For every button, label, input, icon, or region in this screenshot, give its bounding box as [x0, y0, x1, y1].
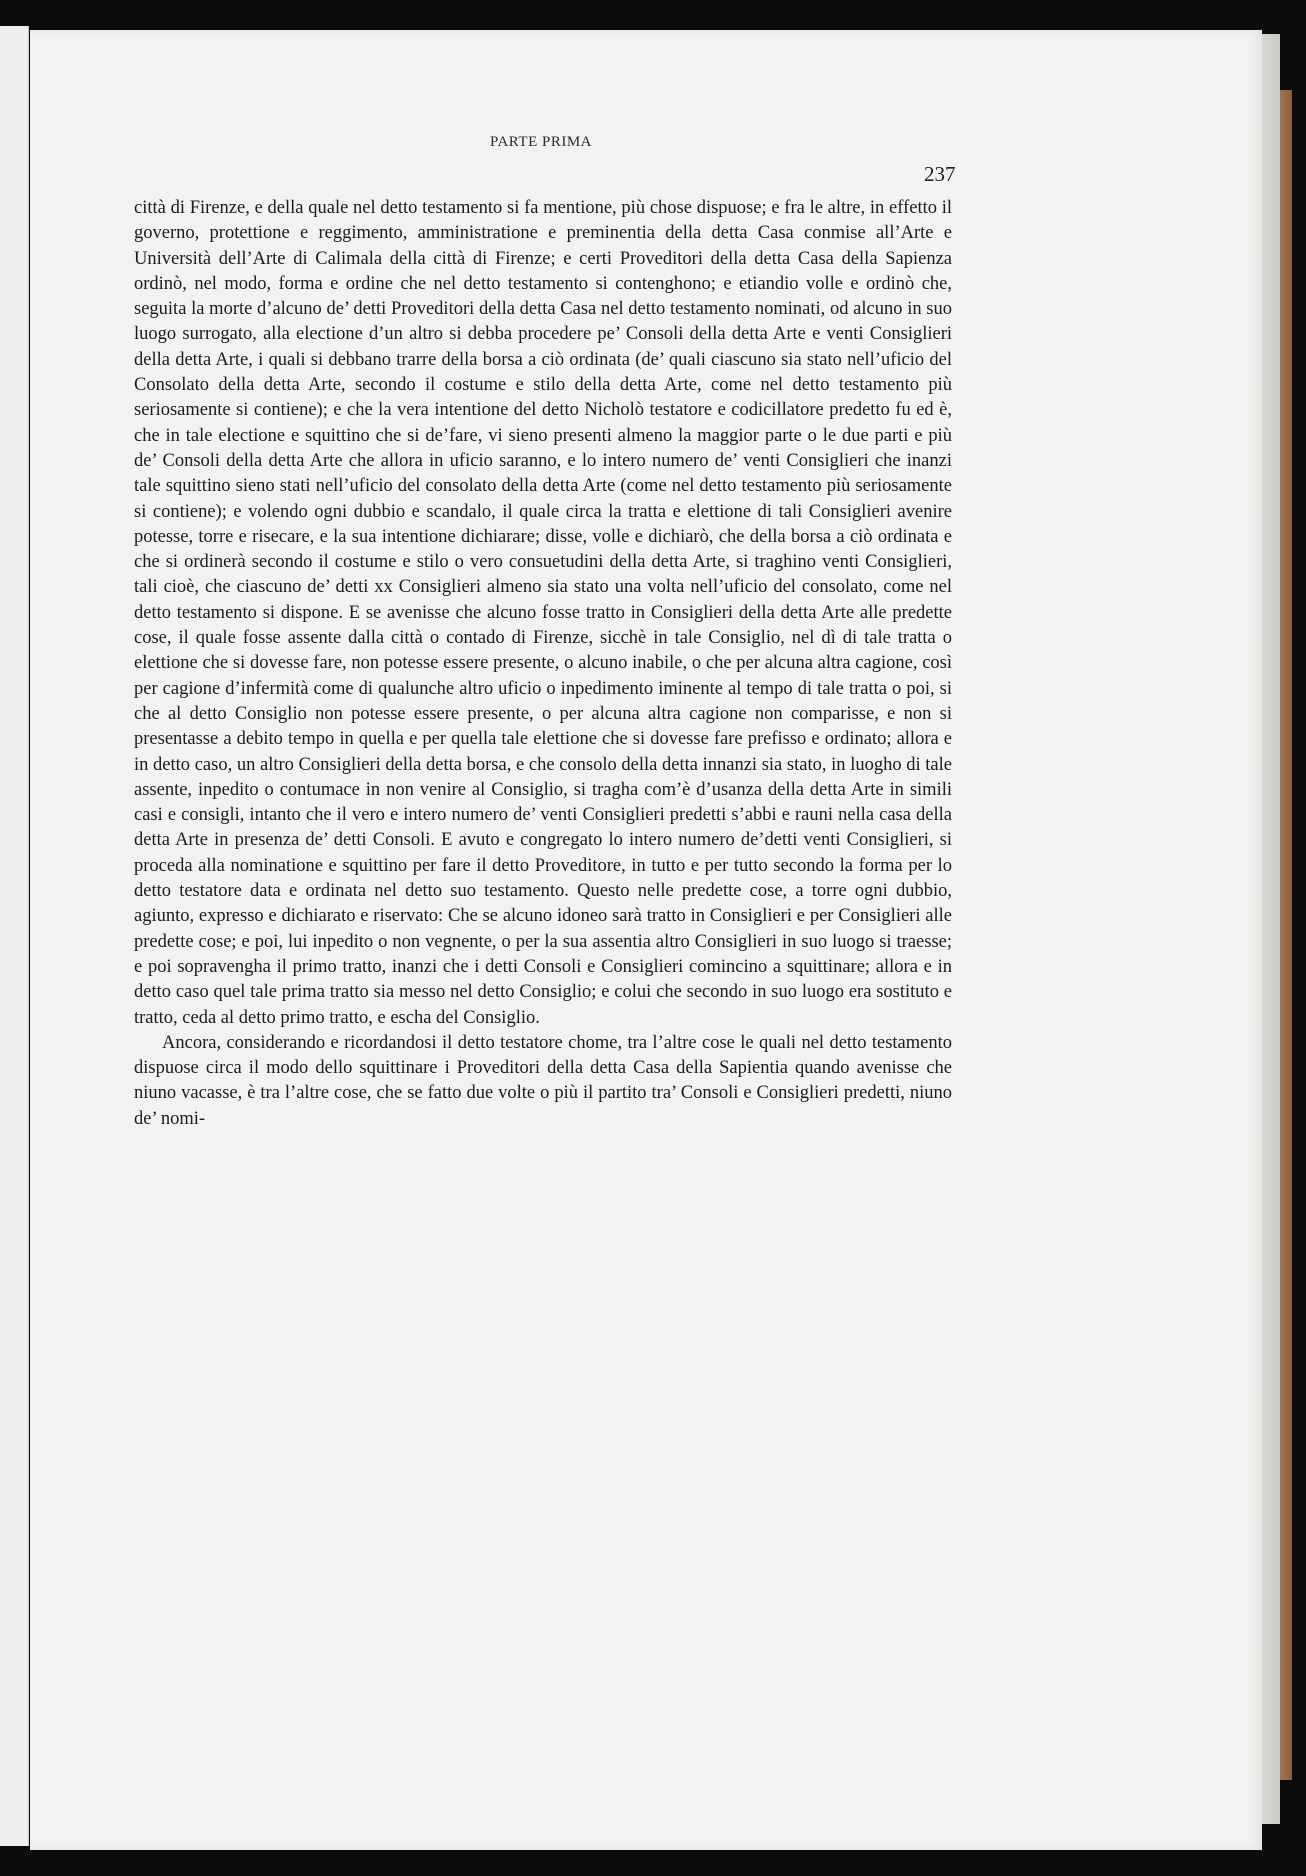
running-head: PARTE PRIMA [490, 134, 592, 150]
body-text [134, 196, 952, 1132]
paragraph-1: città di Firenze, e della quale nel detto testamento si fa mentione, più chose dispuose; e fra le altre, in effetto il governo, protettione e reggimento, amministratione e preminentia della detta Casa conmise all’Arte e Università dell’Arte di Calimala della città di Firenze; e certi Proveditori della detta Casa della Sapienza ordinò, nel modo, forma e ordine che nel detto testamento si contenghono; e etiandio volle e ordinò che, seguita la morte d’alcuno de’ detti Proveditori della detta Casa nel detto testamento nominati, od alcuno in suo luogo surrogato, alla electione d’un altro si debba procedere pe’ Consoli della detta Arte e venti Consiglieri della detta Arte, i quali si debbano trarre della borsa a ciò ordinata (de’ quali ciascuno sia stato nell’uficio del Consolato della detta Arte, secondo il costume e stilo della detta Arte, come nel detto testamento più seriosamente si contiene); e che la vera intentione del detto Nicholò testatore e codicillatore predetto fu ed è, che in tale electione e squittino che si de’fare, vi sieno presenti almeno la maggior parte o le due parti e più de’ Consoli della detta Arte che allora in uficio saranno, e lo intero numero de’ venti Consiglieri che inanzi tale squittino sieno stati nell’uficio del consolato della detta Arte (come nel detto testamento più seriosamente si contiene); e volendo ogni dubbio e scandalo, il quale circa la tratta e elettione di tali Consiglieri avenire potesse, torre e risecare, e la sua intentione dichiarare; disse, volle e dichiarò, che della borsa a ciò ordinata e che si ordinerà secondo il costume e stilo o vero consuetudini della detta Arte, si traghino venti Consiglieri, tali cioè, che ciascuno de’ detti xx Consiglieri almeno sia stato una volta nell’uficio del consolato, come nel detto testamento si dispone. E se avenisse che alcuno fosse tratto in Consiglieri della detta Arte alle predette cose, il quale fosse assente dalla città o contado di Firenze, sicchè in tale Consiglio, nel dì di tale tratta o elettione che si dovesse fare, non potesse essere presente, o alcuno inabile, o che per alcuna altra cagione, così per cagione d’infermità come di qualunche altro uficio o inpedimento iminente al tempo di tale tratta o poi, si che al detto Consiglio non potesse essere presente, o per alcuna altra cagione non comparisse, e non si presentasse a debito tempo in quella e per quella tale elettione che si dovesse fare prefisso e ordinato; allora e in detto caso, un altro Consiglieri della detta borsa, e che consolo della detta innanzi sia stato, in luogho di tale assente, inpedito o contumace in non venire al Consiglio, si tragha com’è d’usanza della detta Arte in simili casi e consigli, intanto che il vero e intero numero de’ venti Consiglieri predetti s’abbi e rauni nella casa della detta Arte in presenza de’ detti Consoli. E avuto e congregato lo intero numero de’detti venti Consiglieri, si proceda alla nominatione e squittino per fare il detto Proveditore, in tutto e per tutto secondo la forma per lo detto testatore data e ordinata nel detto suo testamento. Questo nelle predette cose, a torre ogni dubbio, agiunto, expresso e dichiarato e riservato: Che se alcuno idoneo sarà tratto in Consiglieri e per Consiglieri alle predette cose; e poi, lui inpedito o non vegnente, o per la sua assentia altro Consiglieri in suo luogo si traesse; e poi sopravengha il primo tratto, inanzi che i detti Consoli e Consiglieri comincino a squittinare; allora e in detto caso quel tale prima tratto sia messo nel detto Consiglio; e colui che secondo in suo luogo era sostituto e tratto, ceda al detto primo tratto, e escha del Consiglio. [134, 198, 952, 1028]
facing-page-edge [0, 26, 29, 1846]
page-number: 237 [924, 162, 956, 186]
paragraph-2: Ancora, considerando e ricordandosi il detto testatore chome, tra l’altre cose le quali nel detto testamento dispuose circa il modo dello squittinare i Proveditori della detta Casa della Sapientia quando avenisse che niuno vacasse, è tra l’altre cose, che se fatto due volte o più il partito tra’ Consoli e Consiglieri predetti, niuno de’ nomi- [134, 1032, 952, 1129]
